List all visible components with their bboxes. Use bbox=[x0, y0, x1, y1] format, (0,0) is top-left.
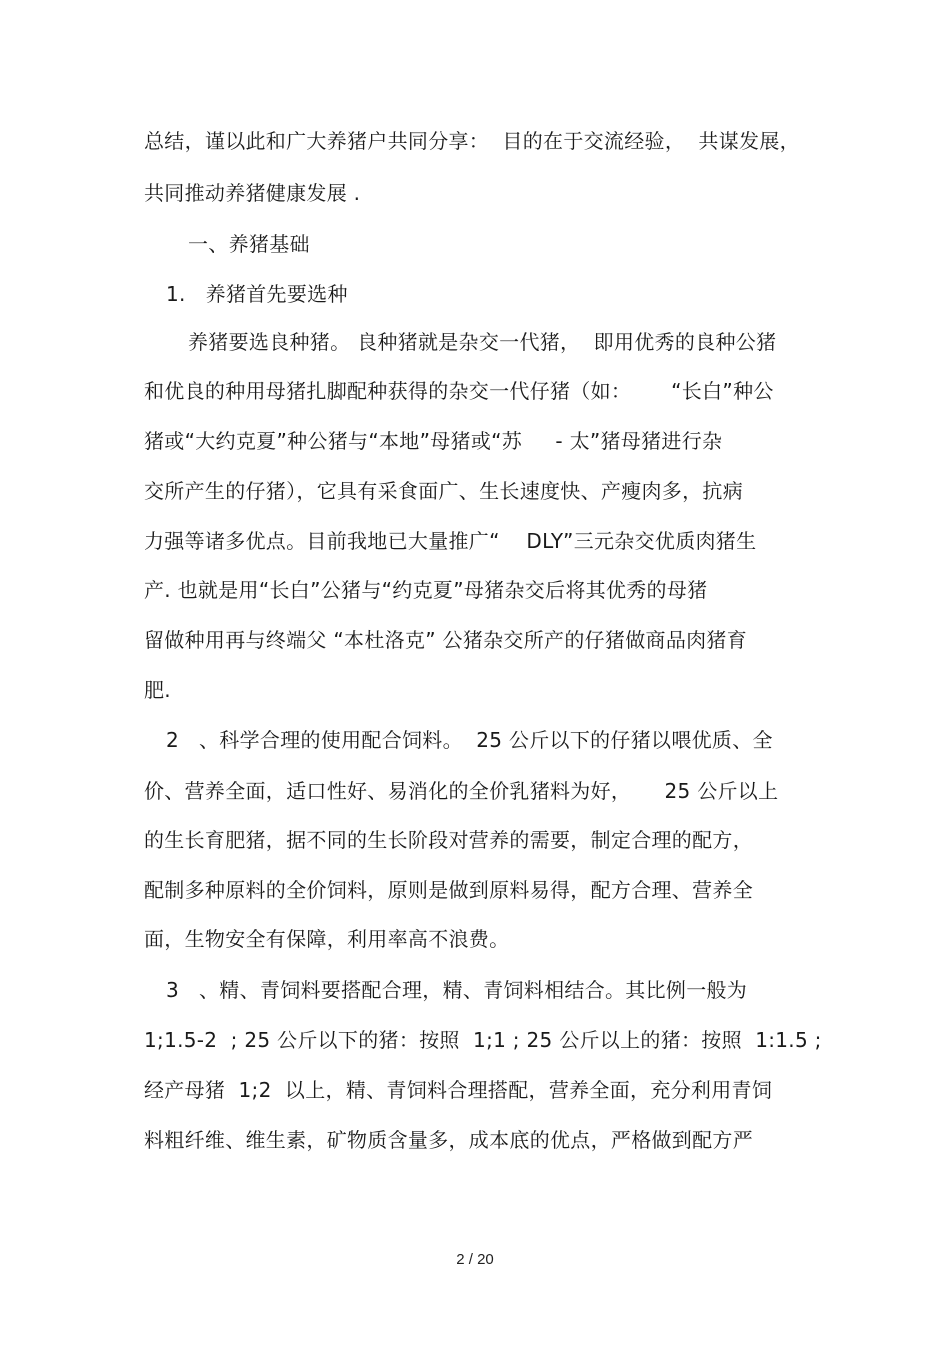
text-line: 产. 也就是用“长白”公猪与“约克夏”母猪杂交后将其优秀的母猪 bbox=[144, 578, 708, 602]
text-line: 共同推动养猪健康发展 . bbox=[144, 181, 361, 205]
text-line: 2 、科学合理的使用配合饲料。 25 公斤以下的仔猪以喂优质、全 bbox=[166, 728, 773, 752]
text-line: 1;1.5-2 ; 25 公斤以下的猪：按照 1;1 ; 25 公斤以上的猪：按照 1:1.5 ; bbox=[144, 1028, 822, 1052]
text-line: 肥. bbox=[144, 678, 171, 702]
text-line: 面，生物安全有保障，利用率高不浪费。 bbox=[144, 927, 510, 951]
text-line: 料粗纤维、维生素，矿物质含量多，成本底的优点，严格做到配方严 bbox=[144, 1128, 753, 1152]
text-line: 3 、精、青饲料要搭配合理，精、青饲料相结合。其比例一般为 bbox=[166, 978, 748, 1002]
text-line: 猪或“大约克夏”种公猪与“本地”母猪或“苏 - 太”猪母猪进行杂 bbox=[144, 429, 723, 453]
text-line: 力强等诸多优点。目前我地已大量推广“ DLY”三元杂交优质肉猪生 bbox=[144, 529, 757, 553]
text-line: 养猪要选良种猪。 良种猪就是杂交一代猪， 即用优秀的良种公猪 bbox=[188, 330, 777, 354]
subsection-heading: 1. 养猪首先要选种 bbox=[166, 282, 348, 306]
text-line: 总结，谨以此和广大养猪户共同分享： 目的在于交流经验， 共谋发展， bbox=[144, 129, 800, 153]
text-line: 交所产生的仔猪），它具有采食面广、生长速度快、产瘦肉多，抗病 bbox=[144, 479, 743, 503]
text-line: 的生长育肥猪，据不同的生长阶段对营养的需要，制定合理的配方， bbox=[144, 828, 753, 852]
text-line: 和优良的种用母猪扎脚配种获得的杂交一代仔猪（如： “长白”种公 bbox=[144, 379, 774, 403]
text-line: 经产母猪 1;2 以上，精、青饲料合理搭配，营养全面，充分利用青饲 bbox=[144, 1078, 773, 1102]
text-line: 留做种用再与终端父 “本杜洛克” 公猪杂交所产的仔猪做商品肉猪育 bbox=[144, 628, 748, 652]
page-number: 2 / 20 bbox=[456, 1251, 494, 1268]
text-line: 配制多种原料的全价饲料，原则是做到原料易得，配方合理、营养全 bbox=[144, 878, 753, 902]
section-heading: 一、养猪基础 bbox=[188, 232, 310, 256]
text-line: 价、营养全面，适口性好、易消化的全价乳猪料为好， 25 公斤以上 bbox=[144, 779, 779, 803]
